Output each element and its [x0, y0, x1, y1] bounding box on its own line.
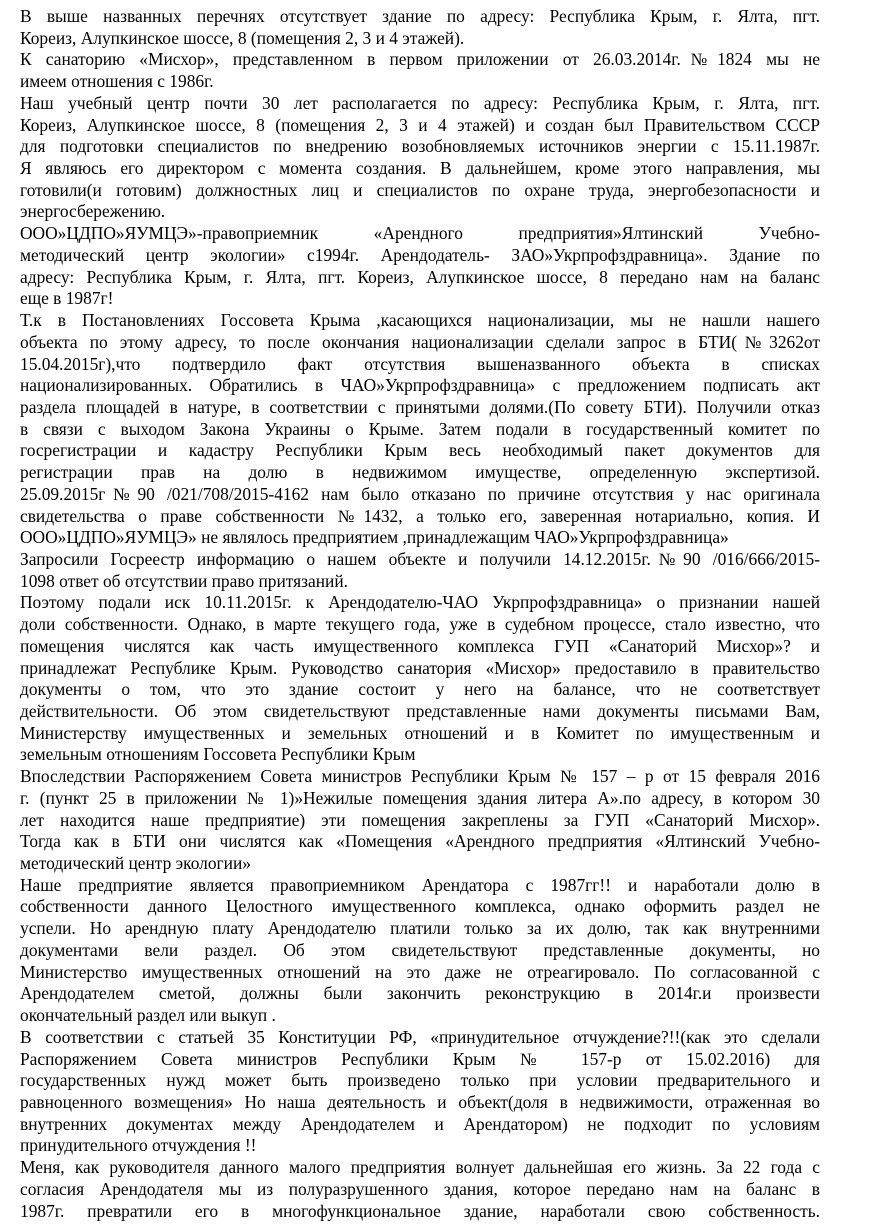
text-line: Министерству имущественных и земельных отношений и в Комитет по имущественным и: [20, 722, 820, 743]
text-line: Арендодателем сметой, должны были закончить реконструкцию в 2014г.и произвести: [20, 983, 820, 1004]
text-line: ООО»ЦДПО»ЯУМЦЭ» не являлось предприятием ,принадлежащим ЧАО»Укрпрофздравница»: [20, 527, 729, 548]
text-line: Я являюсь его директором с момента создания. В дальнейшем, кроме этого направления, мы: [20, 158, 820, 179]
text-line: энергосбережению.: [20, 201, 166, 222]
text-line: свидетельства о праве собственности №1432, а только его, заверенная нотариально, копия. И: [20, 505, 820, 526]
text-line: объекта по этому адресу, то после окончания национализации сделали запрос в БТИ(№3262от: [20, 331, 820, 352]
text-line: для подготовки специалистов по внедрению возобновляемых источников энергии с 15.11.1987г.: [20, 136, 820, 157]
text-line: доли собственности. Однако, в марте текущего года, уже в судебном процессе, стало известно, что: [20, 614, 820, 635]
text-line: Тогда как в БТИ они числятся как «Помещения «Арендного предприятия «Ялтинский Учебно-: [20, 831, 820, 852]
text-line: принадлежат Республике Крым. Руководство санатория «Мисхор» предоставило в правительство: [20, 657, 820, 678]
document-body: [20, 6, 820, 1222]
text-line: действительности. Об этом свидетельствуют представленные нами документы письмами Вам,: [20, 701, 820, 721]
text-line: документы о том, что это здание состоит у него на балансе, что не соответствует: [20, 679, 820, 700]
text-line: Кореиз, Алупкинское шоссе, 8 (помещения 2, 3 и 4 этажей) и создан был Правительством СССР: [20, 114, 820, 135]
text-line: регистрации прав на долю в недвижимом имуществе, определенную экспертизой.: [20, 462, 820, 483]
text-line: собственности данного Целостного имущественного комплекса, однако оформить раздел не: [20, 896, 820, 917]
text-line: Впоследствии Распоряжением Совета министров Республики Крым № 157 – р от 15 февраля 2016: [20, 766, 820, 787]
text-line: 1987г. превратили его в многофункциональное здание, наработали свою собственность.: [20, 1200, 820, 1221]
text-line: раздела площадей в натуре, в соответствии с принятыми долями.(По совету БТИ). Получили отказ: [20, 396, 820, 417]
text-line: согласия Арендодателя мы из полуразрушенного здания, которое передано нам на баланс в: [20, 1178, 820, 1199]
text-line: 15.04.2015г),что подтвердило факт отсутствия вышеназванного объекта в списках: [20, 353, 820, 374]
text-line: В соответствии с статьей 35 Конституции РФ, «принудительное отчуждение?!!(как это сделали: [20, 1026, 820, 1047]
text-line: документами вели раздел. Об этом свидетельствуют представленные документы, но: [20, 939, 820, 960]
text-line: успели. Но арендную плату Арендодателю платили только за их долю, так как внутренними: [20, 918, 820, 939]
text-line: окончательный раздел или выкуп .: [20, 1005, 276, 1026]
text-line: 1098 ответ об отсутствии право притязаний.: [20, 570, 349, 591]
text-line: Меня, как руководителя данного малого предприятия волнует дальнейшая его жизнь. За 22 года с: [20, 1157, 820, 1178]
text-line: ООО»ЦДПО»ЯУМЦЭ»-правоприемник «Арендного предприятия»Ялтинский Учебно-: [20, 223, 820, 244]
text-line: 25.09.2015г№90 /021/708/2015-4162 нам было отказано по причине отсутствия у нас оригинала: [20, 483, 820, 504]
text-line: К санаторию «Мисхор», представленном в первом приложении от 26.03.2014г.№1824 мы не: [20, 49, 820, 70]
text-line: методический центр экологии»: [20, 853, 251, 874]
text-line: имеем отношения с 1986г.: [20, 71, 214, 92]
text-line: государственных нужд может быть произведено только при условии предварительного и: [20, 1070, 820, 1091]
text-line: помещения числятся как часть имущественного комплекса ГУП «Санаторий Мисхор»? и: [20, 635, 820, 656]
text-line: еще в 1987г!: [20, 288, 114, 309]
text-line: в связи с выходом Закона Украины о Крыме. Затем подали в государственный комитет по: [20, 418, 820, 439]
text-line: Распоряжением Совета министров Республики Крым № 157-р от 15.02.2016) для: [20, 1048, 820, 1069]
text-line: равноценного возмещения» Но наша деятельность и объект(доля в недвижимости, отраженная во: [20, 1091, 820, 1112]
text-line: Поэтому подали иск 10.11.2015г. к Арендодателю-ЧАО Укрпрофздравница» о признании нашей: [20, 592, 820, 613]
text-line: В выше названных перечнях отсутствует здание по адресу: Республика Крым, г. Ялта, пгт.: [20, 6, 820, 26]
text-line: принудительного отчуждения !!: [20, 1135, 257, 1156]
text-line: Запросили Госреестр информацию о нашем объекте и получили 14.12.2015г.№90 /016/666/2015-: [20, 548, 820, 569]
text-line: Наше предприятие является правоприемником Арендатора с 1987гг!! и наработали долю в: [20, 874, 820, 895]
text-line: Кореиз, Алупкинское шоссе, 8 (помещения 2, 3 и 4 этажей).: [20, 27, 465, 48]
text-line: внутренних документах между Арендодателем и Арендатором) не подходит по условиям: [20, 1113, 820, 1134]
text-line: Министерство имущественных отношений на это даже не отреагировало. По согласованной с: [20, 961, 820, 982]
text-line: госрегистрации и кадастру Республики Крым весь необходимый пакет документов для: [20, 440, 820, 461]
text-line: адресу: Республика Крым, г. Ялта, пгт. Кореиз, Алупкинское шоссе, 8 передано нам на баланс: [20, 266, 820, 287]
text-line: лет находится наше предприятие) эти помещения закреплены за ГУП «Санаторий Мисхор».: [20, 809, 820, 830]
text-line: Наш учебный центр почти 30 лет располагается по адресу: Республика Крым, г. Ялта, пгт.: [20, 92, 820, 113]
text-line: национализированных. Обратились в ЧАО»Укрпрофздравница» с предложением подписать акт: [20, 375, 820, 396]
text-line: готовили(и готовим) должностных лиц и специалистов по охране труда, энергобезопасности и: [20, 179, 820, 200]
text-line: Т.к в Постановлениях Госсовета Крыма ,касающихся национализации, мы не нашли нашего: [20, 310, 820, 331]
text-line: земельным отношениям Госсовета Республики Крым: [20, 744, 416, 765]
text-line: методический центр экологии» с1994г. Арендодатель- ЗАО»Укрпрофздравница». Здание по: [20, 244, 820, 265]
text-line: г. (пункт 25 в приложении № 1)»Нежилые помещения здания литера А».по адресу, в котором 30: [20, 787, 820, 808]
